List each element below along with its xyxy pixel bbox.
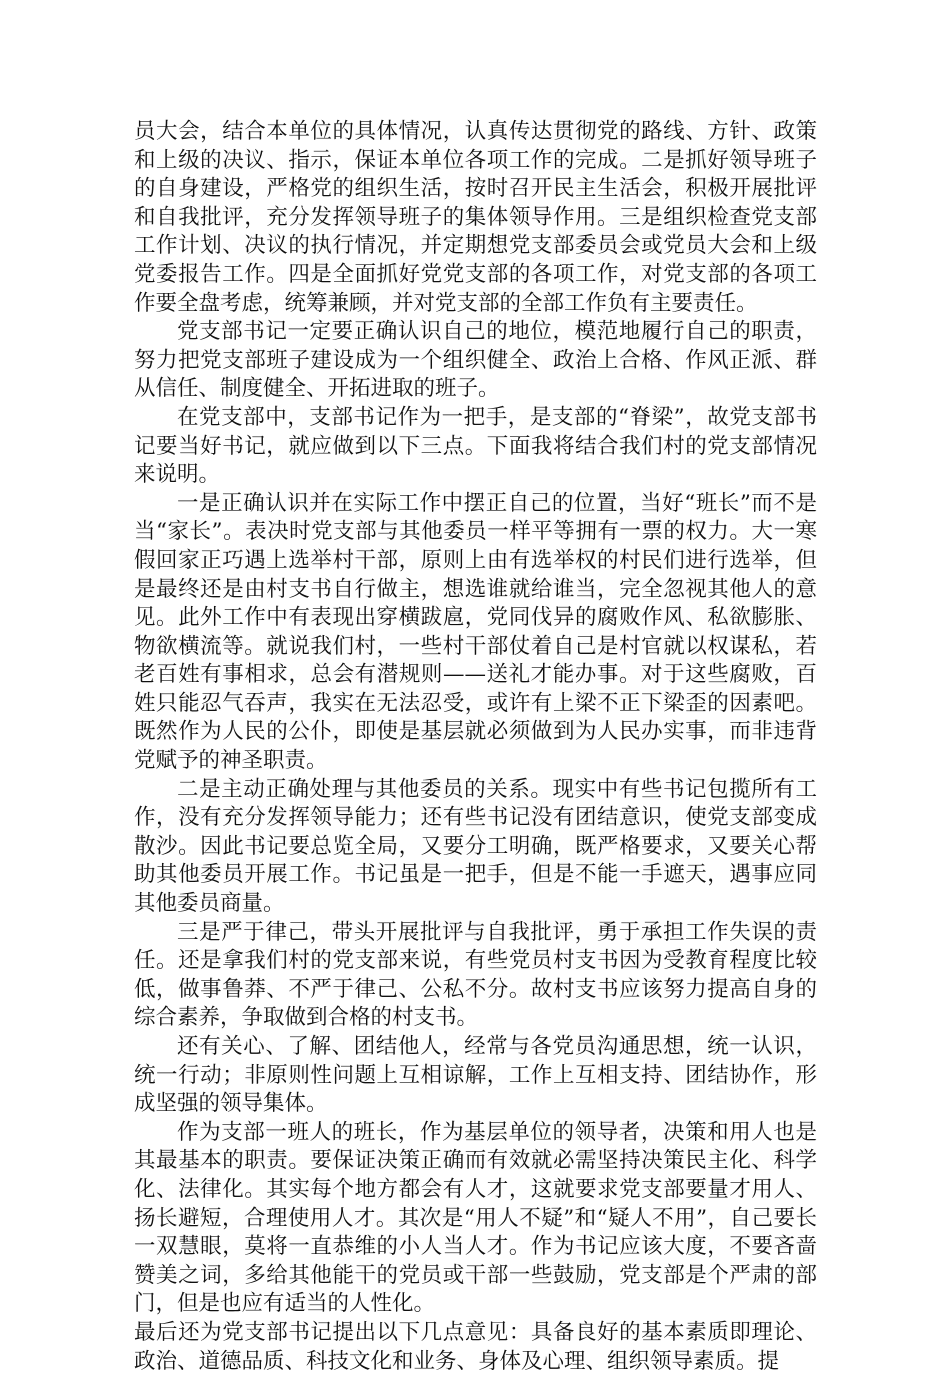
paragraph-7: 还有关心、了解、团结他人，经常与各党员沟通思想，统一认识，统一行动；非原则性问题上互相谅解，工作上互相支持、团结协作，形成坚强的领导集体。: [134, 1034, 817, 1117]
paragraph-8: 作为支部一班人的班长，作为基层单位的领导者，决策和用人也是其最基本的职责。要保证决策正确而有效就必需坚持决策民主化、科学化、法律化。其实每个地方都会有人才，这就要求党支部要量才用人、扬长避短，合理使用人才。其次是“用人不疑”和“疑人不用”，自己要长一双慧眼，莫将一直恭维的小人当人才。作为书记应该大度，不要吝啬赞美之词，多给其他能干的党员或干部一些鼓励，党支部是个严肃的部门，但是也应有适当的人性化。: [134, 1119, 817, 1317]
document-body: [134, 118, 817, 1376]
paragraph-4: 一是正确认识并在实际工作中摆正自己的位置，当好“班长”而不是当“家长”。表决时党支部与其他委员一样平等拥有一票的权力。大一寒假回家正巧遇上选举村干部，原则上由有选举权的村民们进行选举，但是最终还是由村支书自行做主，想选谁就给谁当，完全忽视其他人的意见。此外工作中有表现出穿横跋扈，党同伐异的腐败作风、私欲膨胀、物欲横流等。就说我们村，一些村干部仗着自己是村官就以权谋私，若老百姓有事相求，总会有潜规则——送礼才能办事。对于这些腐败，百姓只能忍气吞声，我实在无法忍受，或许有上梁不正下梁歪的因素吧。既然作为人民的公仆，即使是基层就必须做到为人民办实事，而非违背党赋予的神圣职责。: [134, 490, 817, 774]
paragraph-9: 最后还为党支部书记提出以下几点意见：具备良好的基本素质即理论、政治、道德品质、科技文化和业务、身体及心理、组织领导素质。提: [134, 1319, 817, 1374]
paragraph-5: 二是主动正确处理与其他委员的关系。现实中有些书记包揽所有工作，没有充分发挥领导能力；还有些书记没有团结意识，使党支部变成散沙。因此书记要总览全局，又要分工明确，既严格要求，又要关心帮助其他委员开展工作。书记虽是一把手，但是不能一手遮天，遇事应同其他委员商量。: [134, 776, 817, 917]
paragraph-6: 三是严于律己，带头开展批评与自我批评，勇于承担工作失误的责任。还是拿我们村的党支部来说，有些党员村支书因为受教育程度比较低，做事鲁莽、不严于律己、公私不分。故村支书应该努力提高自身的综合素养，争取做到合格的村支书。: [134, 919, 817, 1031]
paragraph-3: 在党支部中，支部书记作为一把手，是支部的“脊梁”，故党支部书记要当好书记，就应做到以下三点。下面我将结合我们村的党支部情况来说明。: [134, 404, 817, 488]
paragraph-2: 党支部书记一定要正确认识自己的地位，模范地履行自己的职责，努力把党支部班子建设成为一个组织健全、政治上合格、作风正派、群从信任、制度健全、开拓进取的班子。: [134, 319, 817, 402]
paragraph-1: 员大会，结合本单位的具体情况，认真传达贯彻党的路线、方针、政策和上级的决议、指示，保证本单位各项工作的完成。二是抓好领导班子的自身建设，严格党的组织生活，按时召开民主生活会，积极开展批评和自我批评，充分发挥领导班子的集体领导作用。三是组织检查党支部工作计划、决议的执行情况，并定期想党支部委员会或党员大会和上级党委报告工作。四是全面抓好党党支部的各项工作，对党支部的各项工作要全盘考虑，统筹兼顾，并对党支部的全部工作负有主要责任。: [134, 119, 817, 316]
